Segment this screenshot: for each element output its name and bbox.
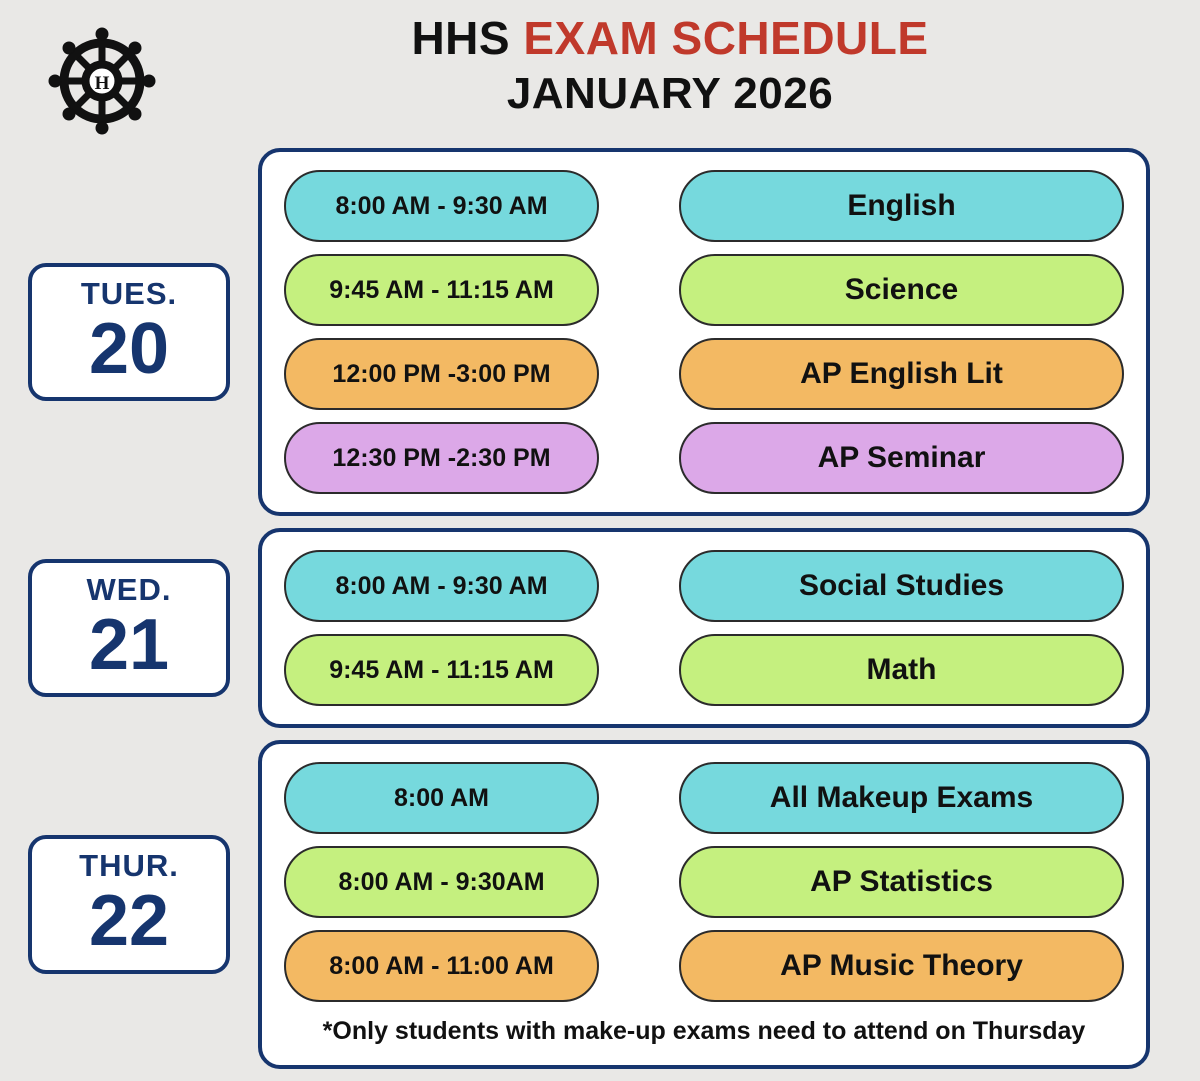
day-badge-wrap	[0, 263, 258, 401]
day-badge-wrap	[0, 559, 258, 697]
title-exam-schedule: EXAM SCHEDULE	[523, 12, 929, 64]
day-badge-thur	[28, 835, 230, 973]
day-name: WED.	[86, 571, 172, 607]
exam-time-pill: 9:45 AM - 11:15 AM	[284, 254, 599, 326]
day-badge-wed	[28, 559, 230, 697]
schedule-container	[0, 148, 1200, 1081]
day-number: 22	[88, 881, 170, 962]
exam-row	[284, 422, 1124, 494]
day-row	[0, 740, 1200, 1069]
exam-subject-pill: Math	[679, 634, 1124, 706]
exam-row	[284, 254, 1124, 326]
day-badge-wrap	[0, 835, 258, 973]
exam-row	[284, 930, 1124, 1002]
exam-time-pill: 9:45 AM - 11:15 AM	[284, 634, 599, 706]
exam-row	[284, 846, 1124, 918]
exam-subject-pill: AP Music Theory	[679, 930, 1124, 1002]
exam-time-pill: 12:00 PM -3:00 PM	[284, 338, 599, 410]
day-row	[0, 148, 1200, 516]
title-block	[180, 12, 1160, 122]
exam-time-pill: 8:00 AM - 9:30AM	[284, 846, 599, 918]
ships-wheel-logo-icon	[42, 26, 162, 136]
exam-row	[284, 338, 1124, 410]
title-hhs: HHS	[411, 12, 524, 64]
day-row	[0, 528, 1200, 728]
exam-subject-pill: Social Studies	[679, 550, 1124, 622]
day-name: THUR.	[79, 848, 179, 884]
exam-row	[284, 634, 1124, 706]
exam-time-pill: 8:00 AM - 9:30 AM	[284, 170, 599, 242]
thursday-note: *Only students with make-up exams need to attend on Thursday	[322, 1017, 1086, 1045]
exam-subject-pill: Science	[679, 254, 1124, 326]
day-number: 21	[88, 604, 170, 685]
page-subtitle: JANUARY 2026	[506, 68, 834, 118]
exam-row	[284, 170, 1124, 242]
exam-time-pill: 8:00 AM	[284, 762, 599, 834]
exam-time-pill: 8:00 AM - 11:00 AM	[284, 930, 599, 1002]
exam-subject-pill: AP English Lit	[679, 338, 1124, 410]
day-card-wed	[258, 528, 1150, 728]
day-badge-tues	[28, 263, 230, 401]
day-card-thur	[258, 740, 1150, 1069]
exam-row	[284, 762, 1124, 834]
day-name: TUES.	[80, 275, 178, 311]
day-card-tues	[258, 148, 1150, 516]
exam-time-pill: 8:00 AM - 9:30 AM	[284, 550, 599, 622]
exam-subject-pill: All Makeup Exams	[679, 762, 1124, 834]
logo-letter: H	[94, 73, 110, 94]
exam-subject-pill: AP Seminar	[679, 422, 1124, 494]
exam-row	[284, 550, 1124, 622]
exam-subject-pill: AP Statistics	[679, 846, 1124, 918]
exam-subject-pill: English	[679, 170, 1124, 242]
day-number: 20	[88, 308, 170, 389]
page-title	[180, 12, 1160, 65]
page-header	[0, 0, 1200, 148]
exam-time-pill: 12:30 PM -2:30 PM	[284, 422, 599, 494]
